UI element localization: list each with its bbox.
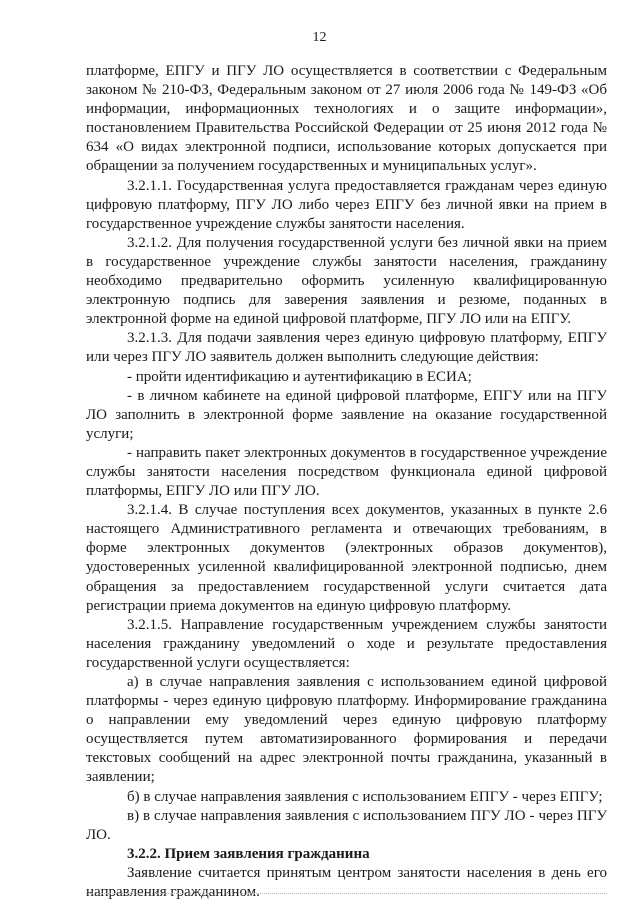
list-item-fill-application: - в личном кабинете на единой цифровой платформе, ЕПГУ или на ПГУ ЛО заполнить в электронной форме заявление на оказание государственной услуги; bbox=[86, 387, 607, 442]
paragraph-3-2-1-1: 3.2.1.1. Государственная услуга предоставляется гражданам через единую цифровую платформу, ПГУ ЛО либо через ЕПГУ без личной явки на прием в государственное учреждение службы занятости населения. bbox=[86, 177, 607, 232]
page-number: 12 bbox=[312, 30, 327, 45]
paragraph-3-2-1-4: 3.2.1.4. В случае поступления всех документов, указанных в пункте 2.6 настоящего Административного регламента и отвечающих требованиям, в форме электронных документов (электронных образов документов), удостоверенных усиленной квалифицированной электронной подписью, днем обращения за предоставлением государственной услуги считается дата регистрации приема документов на единую цифровую платформу. bbox=[86, 502, 607, 614]
list-item-a: а) в случае направления заявления с использованием единой цифровой платформы - через единую цифровую платформу. Информирование гражданина о направлении ему уведомлений через единую цифровую платформу осуществляется путем автоматизированного формирования и передачи текстовых сообщений на адрес электронной почты гражданина, указанный в заявлении; bbox=[86, 674, 607, 786]
list-item-c: в) в случае направления заявления с использованием ПГУ ЛО - через ПГУ ЛО. bbox=[86, 807, 607, 843]
document-body bbox=[86, 62, 607, 902]
paragraph-legal-basis: платформе, ЕПГУ и ПГУ ЛО осуществляется в соответствии с Федеральным законом № 210-ФЗ, Федеральным законом от 27 июля 2006 года № 149-ФЗ «Об информации, информационных технологиях и о защите информации», постановлением Правительства Российской Федерации от 25 июня 2012 года № 634 «О видах электронной подписи, использование которых допускается при обращении за получением государственных и муниципальных услуг». bbox=[86, 63, 607, 175]
list-item-identification: - пройти идентификацию и аутентификацию в ЕСИА; bbox=[127, 368, 472, 385]
section-heading-3-2-2: 3.2.2. Прием заявления гражданина bbox=[127, 845, 370, 862]
paragraph-3-2-1-5: 3.2.1.5. Направление государственным учреждением службы занятости населения гражданину уведомлений о ходе и результате предоставления государственной услуги осуществляется: bbox=[86, 616, 607, 671]
bottom-divider bbox=[86, 893, 607, 894]
list-item-send-documents: - направить пакет электронных документов в государственное учреждение службы занятости населения посредством функционала единой цифровой платформы, ЕПГУ ЛО или ПГУ ЛО. bbox=[86, 444, 607, 500]
paragraph-application-accepted: Заявление считается принятым центром занятости населения в день его направления гражданином. bbox=[86, 864, 607, 901]
paragraph-3-2-1-2: 3.2.1.2. Для получения государственной услуги без личной явки на прием в государственное учреждение службы занятости населения, гражданину необходимо предварительно оформить усиленную квалифицированную электронную подпись для заверения заявления и резюме, поданных в электронной форме на единой цифровой платформе, ПГУ ЛО или на ЕПГУ. bbox=[86, 234, 607, 328]
paragraph-3-2-1-3: 3.2.1.3. Для подачи заявления через единую цифровую платформу, ЕПГУ или через ПГУ ЛО заявитель должен выполнить следующие действия: bbox=[86, 330, 607, 366]
list-item-b: б) в случае направления заявления с использованием ЕПГУ - через ЕПГУ; bbox=[127, 788, 603, 805]
